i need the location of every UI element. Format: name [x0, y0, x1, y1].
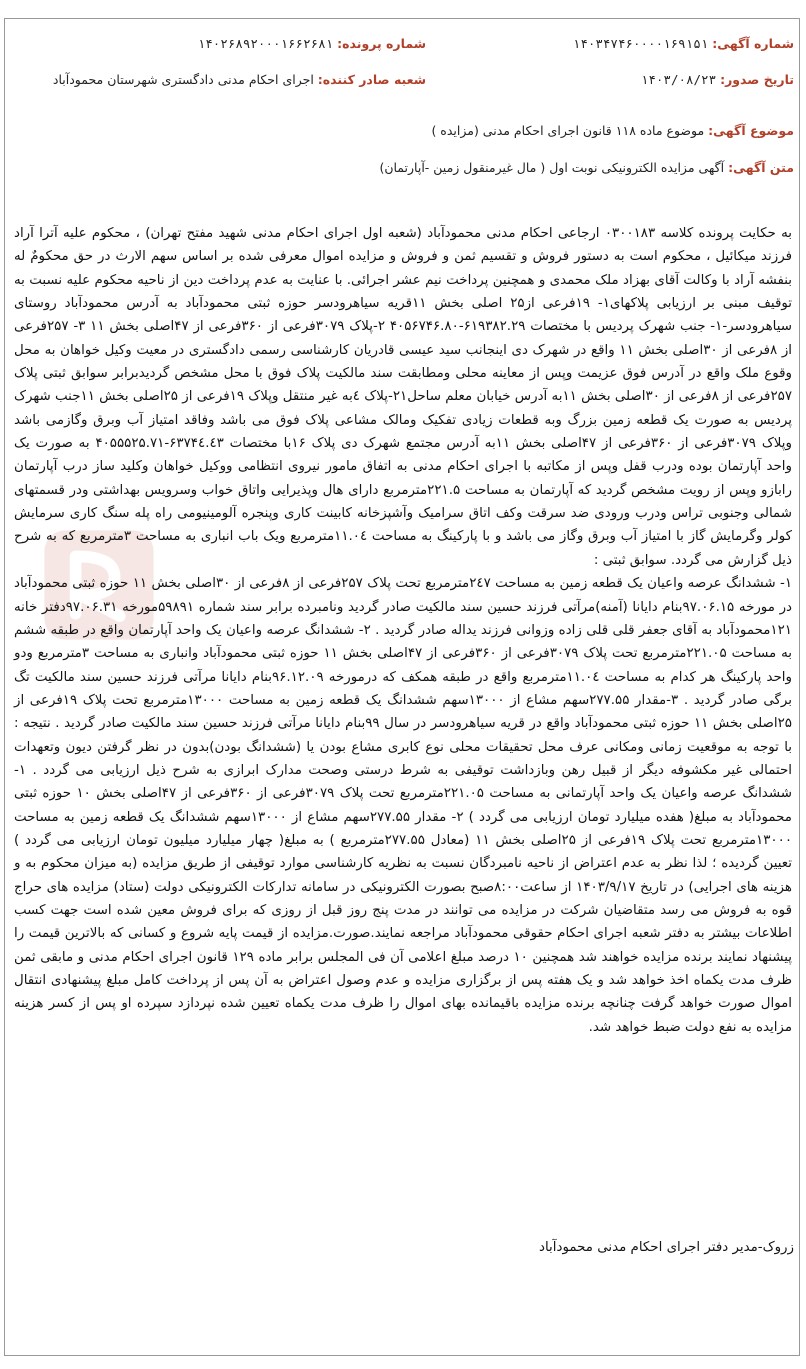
- ad-number-block: [434, 31, 794, 57]
- issue-date-block: [434, 67, 794, 93]
- issue-date-label: تاریخ صدور:: [720, 72, 794, 87]
- subject-text: موضوع ماده ۱۱۸ قانون اجرای احکام مدنی (مزایده ): [431, 123, 705, 138]
- header-row-2: [0, 67, 806, 93]
- signature: زروک-مدیر دفتر اجرای احکام مدنی محمودآباد: [539, 1240, 794, 1255]
- notice-body: [14, 222, 792, 1039]
- header-row-1: [0, 31, 806, 57]
- ad-text-title: آگهی مزایده الکترونیکی نوبت اول ( مال غیرمنقول زمین -آپارتمان): [379, 160, 725, 175]
- body-paragraph-2: ۱- ششدانگ عرصه واعیان یک قطعه زمین به مساحت ۲٤۷مترمربع تحت پلاک ۲۵۷فرعی از ۸فرعی از ۳۰اصلی بخش ۱۱ حوزه ثبتی محمودآباد در مورخه ۹۷.۰۶.۱۵بنام دایانا (آمنه)مرآتی فرزند حسین سند مالکیت صادر گردید ونامبرده برابر سند شماره ۵۹۸۹۱مورخه ۹۷.۰۶.۳۱دفتر خانه ۱۲۱محمودآباد به آقای جعفر قلی قلی زاده وزوانی فرزند یداله صادر گردید . ۲- ششدانگ عرصه واعیان یک واحد آپارتمان واقع در طبقه ششم به مساحت ۲۲۱.۰۵مترمربع تحت پلاک ۳۰۷۹فرعی از ۳۶۰فرعی از ۴۷اصلی بخش ۱۱ حوزه ثبتی محمودآباد وانباری به مساحت ۳مترمربع ودو واحد پارکینگ هر کدام به مساحت ۱۱.۰٤مترمربع واقع در طبقه همکف که درمورخه ۹۶.۱۲.۰۹بنام دایانا مرآتی فرزند حسین سند مالکیت تگ برگی صادر گردید . ۳-مقدار ۲۷۷.۵۵سهم مشاع از ۱۳۰۰۰سهم ششدانگ یک قطعه زمین به مساحت ۱۳۰۰۰مترمربع تحت پلاک ۱۹فرعی از ۲۵اصلی بخش ۱۱ حوزه ثبتی محمودآباد واقع در قریه سیاهرودسر در سال ۹۹بنام دایانا مرآتی فرزند حسین سند مالکیت صادر گردید . نتیجه : با توجه به موقعیت زمانی ومکانی عرف محل تحقیقات محلی نوع کابری مشاع بودن یا (ششدانگ بودن)بدون در نظر گرفتن دیون وتعهدات احتمالی غیر مکشوفه دیگر از قبیل رهن وبازداشت توقیفی به شرط درستی وصحت مدارک ابرازی به شرح ذیل ارزیابی می گردد . ۱- ششدانگ عرصه واعیان یک واحد آپارتمانی به مساحت ۲۲۱.۰۵مترمربع تحت پلاک ۳۰۷۹فرعی از ۳۶۰فرعی از ۴۷اصلی بخش ۱۰ حوزه ثبتی محمودآباد به مبلغ( هفده میلیارد تومان ارزیابی می گردد ) ۲- مقدار ۲۷۷.۵۵سهم مشاع از ۱۳۰۰۰سهم ششدانگ یک قطعه زمین به مساحت ۱۳۰۰۰مترمربع تحت پلاک ۱۹فرعی از ۲۵اصلی بخش ۱۱ (معادل ۲۷۷.۵۵مترمربع ) به مبلغ( چهار میلیارد میلیون تومان ارزیابی می گردد ) تعیین گردیده ؛ لذا نظر به عدم اعتراض از ناحیه نامبردگان نسبت به نظریه کارشناسی موارد توقیفی از طریق مزایده (به میزان محکوم به و هزینه های اجرایی) در تاریخ ۱۴۰۳/۹/۱۷ از ساعت۸:۰۰صبح بصورت الکترونیکی در سامانه تدارکات الکترونیکی دولت (ستاد) مزایده های حراج قوه به فروش می رسد متقاضیان شرکت در مزایده می توانند در مدت پنج روز قبل از روزی که برای فروش معین شده است جهت کسب اطلاعات بیشتر به دفتر شعبه اجرای احکام حقوقی محمودآباد مراجعه نمایند.صورت.مزایده از قیمت پایه شروع و کسانی که بالاترین قیمت را پیشنهاد نمایند برنده مزایده خواهند شد همچنین ۱۰ درصد مبلغ اعلامی آن فی المجلس برابر ماده ۱۲۹ قانون اجرای احکام مدنی و مابقی ثمن ظرف مدت یکماه اخذ خواهد شد و یک هفته پس از برگزاری مزایده و عدم وصول اعتراض به آن پس از پرداخت کامل مبلغ پیشنهادی انتقال اموال صورت خواهد گرفت چنانچه برنده مزایده باقیمانده بهای اموال را ظرف مدت یکماه تعیین شده نپردازد سپرده او پس از کسر هزینه مزایده به نفع دولت ضبط خواهد شد.: [14, 576, 793, 1035]
- issuing-branch-label: شعبه صادر کننده:: [317, 72, 426, 87]
- case-number-block: [96, 31, 426, 57]
- ad-number-label: شماره آگهی:: [712, 36, 794, 51]
- body-paragraph-1: به حکایت پرونده کلاسه ۰۳۰۰۱۸۳ ارجاعی احکام مدنی محمودآباد (شعبه اول اجرای احکام مدنی شهید مفتح تهران) ، محکوم علیه آترا آراد فرزند میکائیل ، محکوم است به دستور فروش و تقسیم ثمن و فروش و مزایده اموال معرفی شده بر اساس سهم الارث در حق محکومٌ له بنفشه آراد با وکالت آقای بهزاد ملک محمدی و همچنین پرداخت نیم عشر اجرائی. با عنایت به عدم پرداخت دین از ناحیه محکوم علیه نسبت به توقیف مبنی بر ارزیابی پلاکهای۱- ۱۹فرعی از۲۵ اصلی بخش ۱۱قریه سیاهرودسر حوزه ثبتی محمودآباد به آدرس محمودآباد روستای سیاهرودسر-۱- جنب شهرک پردیس با مختصات ۶۱۹۳۸۲.۲۹-۴۰۵۶۷۴۶.۸۰ ۲-پلاک ۳۰۷۹فرعی از ۳۶۰فرعی از ۴۷اصلی بخش ۱۱ ۳- ۲۵۷فرعی از ۸فرعی از ۳۰اصلی بخش ۱۱ واقع در شهرک دی اینجانب سید عیسی قادریان کارشناسی رسمی دادگستری در معیت وکیل خواهان به محل وقوع ملک واقع در آدرس فوق عزیمت وپس از معاینه محلی ومطابقت سند مالکیت پلاک فوق با محل مشخص گردیدبرابر سوابق ثبتی پلاک ۲۵۷فرعی از ۸فرعی از ۳۰اصلی بخش ۱۱به آدرس خیابان معلم ساحل۲۱-پلاک ٤به غیر منتقل وپلاک ۱۹فرعی از ۲۵اصلی بخش ۱۱جنب شهرک پردیس به صورت یک قطعه زمین بزرگ وبه قطعات زیادی تفکیک ومالک مشاعی پلاک فوق می باشد وفاقد امتیاز آب وبرق وگازمی باشد وپلاک ۳۰۷۹فرعی از ۳۶۰فرعی از ۴۷اصلی بخش ۱۱به آدرس مجتمع شهرک دی پلاک ۱۶با مختصات ۶۳۷۴٤.٤۳-۴۰۵۵۵۲۵.۷۱ به صورت یک واحد آپارتمان بوده ودرب قفل وپس از مکاتبه با اجرای احکام مدنی به اتفاق مامور نیروی انتظامی ووکیل خواهان وکلید ساز درب آپارتمان رابازو وپس از رویت مشخص گردید که آپارتمان به مساحت ۲۲۱.۵مترمربع دارای هال وپذیرایی واتاق خواب وسرویس بهداشتی ودر قسمتهای شمالی وجنوبی تراس ودرب ورودی ضد سرقت وکف اتاق سرامیک وآشپزخانه کابینت کاری وپنجره آلومینیومی راه پله سنگ کاری سرمایش کولر وگرمایش گاز با امتیاز آب وبرق وگاز می باشد و با پارکینگ به مساحت ۱۱.۰٤مترمربع ویک باب انباری به مساحت ۳مترمربع که به شرح ذیل گزارش می گردد. سوابق ثبتی :: [14, 226, 793, 568]
- ad-text-row: [14, 155, 794, 181]
- issuing-branch: اجرای احکام مدنی دادگستری شهرستان محمودآباد: [52, 72, 314, 87]
- issue-date: ۱۴۰۳/۰۸/۲۳: [640, 72, 717, 87]
- case-number: ۱۴۰۲۶۸۹۲۰۰۰۱۶۶۲۶۸۱: [197, 36, 334, 51]
- subject-label: موضوع آگهی:: [708, 123, 794, 138]
- ad-number: ۱۴۰۳۴۷۴۶۰۰۰۰۱۶۹۱۵۱: [572, 36, 709, 51]
- ad-text-label: متن آگهی:: [728, 160, 794, 175]
- case-number-label: شماره پرونده:: [337, 36, 426, 51]
- issuing-branch-block: [8, 67, 426, 93]
- subject-row: [14, 118, 794, 144]
